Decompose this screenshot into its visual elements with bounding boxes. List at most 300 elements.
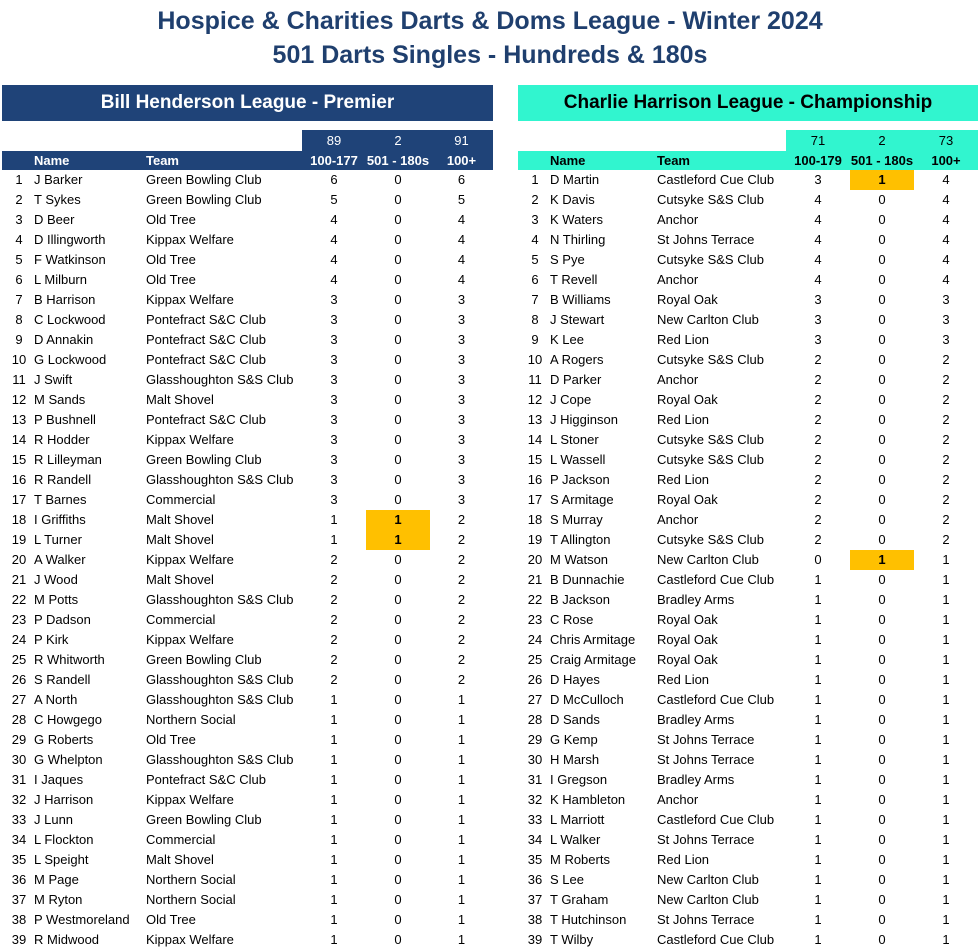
team-name: Bradley Arms	[657, 592, 735, 607]
team-name: Red Lion	[657, 672, 710, 687]
hundred-plus-count: 1	[942, 552, 950, 567]
team-name: Cutsyke S&S Club	[657, 452, 764, 467]
hundreds-count: 2	[814, 492, 822, 507]
rank-cell: 24	[527, 632, 543, 647]
player-name: R Lilleyman	[34, 452, 102, 467]
team-name: Commercial	[146, 832, 216, 847]
rank-cell: 10	[527, 352, 543, 367]
team-name: Malt Shovel	[146, 392, 214, 407]
rank-cell: 22	[527, 592, 543, 607]
one-eighty-count: 1	[366, 510, 430, 530]
hundred-plus-count: 3	[457, 432, 466, 447]
one-eighty-count: 0	[878, 492, 886, 507]
hundreds-count: 3	[814, 292, 822, 307]
team-name: Glasshoughton S&S Club	[146, 752, 294, 767]
table-row	[518, 370, 978, 390]
hundred-plus-count: 2	[942, 412, 950, 427]
player-name: R Whitworth	[34, 652, 105, 667]
hundred-plus-count: 1	[457, 832, 466, 847]
one-eighty-count: 0	[394, 312, 402, 327]
player-name: G Roberts	[34, 732, 94, 747]
team-name: Castleford Cue Club	[657, 932, 775, 947]
hundred-plus-count: 3	[457, 452, 466, 467]
hundred-plus-count: 4	[942, 172, 950, 187]
rank-cell: 11	[12, 372, 26, 387]
rank-cell: 32	[11, 792, 27, 807]
hundred-plus-count: 1	[457, 752, 466, 767]
player-name: J Wood	[34, 572, 78, 587]
header-180s: 501 - 180s	[366, 153, 430, 168]
rank-cell: 21	[527, 572, 543, 587]
team-name: Pontefract S&C Club	[146, 312, 266, 327]
hundred-plus-count: 2	[457, 652, 466, 667]
rank-cell: 3	[531, 212, 539, 227]
one-eighty-count: 0	[394, 852, 402, 867]
table-row	[518, 570, 978, 590]
player-name: D Hayes	[550, 672, 600, 687]
player-name: D Illingworth	[34, 232, 106, 247]
rank-cell: 16	[11, 472, 27, 487]
player-name: D Beer	[34, 212, 75, 227]
one-eighty-count: 0	[878, 352, 886, 367]
hundreds-count: 1	[330, 932, 338, 947]
hundred-plus-count: 2	[457, 632, 466, 647]
hundred-plus-count: 2	[942, 372, 950, 387]
player-name: B Williams	[550, 292, 611, 307]
one-eighty-count: 0	[394, 212, 402, 227]
hundreds-count: 2	[330, 672, 338, 687]
rank-cell: 10	[11, 352, 27, 367]
rank-cell: 7	[531, 292, 539, 307]
hundred-plus-count: 1	[457, 692, 466, 707]
team-name: Red Lion	[657, 332, 710, 347]
one-eighty-count: 0	[394, 732, 402, 747]
team-name: Commercial	[146, 612, 216, 627]
team-name: New Carlton Club	[657, 872, 759, 887]
hundred-plus-count: 1	[457, 892, 466, 907]
table-row	[518, 450, 978, 470]
table-row	[2, 270, 493, 290]
hundreds-count: 3	[330, 372, 338, 387]
player-name: N Thirling	[550, 232, 606, 247]
hundreds-count: 4	[330, 232, 338, 247]
rank-cell: 33	[527, 812, 543, 827]
hundred-plus-count: 2	[457, 612, 466, 627]
rank-cell: 34	[527, 832, 543, 847]
table-row	[518, 390, 978, 410]
one-eighty-count: 0	[394, 752, 402, 767]
table-row	[518, 490, 978, 510]
rank-cell: 12	[11, 392, 27, 407]
table-row	[518, 790, 978, 810]
one-eighty-count: 0	[878, 772, 886, 787]
rank-cell: 38	[527, 912, 543, 927]
rank-cell: 2	[15, 192, 23, 207]
one-eighty-count: 0	[878, 472, 886, 487]
hundred-plus-count: 4	[457, 272, 466, 287]
hundreds-count: 1	[330, 692, 338, 707]
player-name: Craig Armitage	[550, 652, 636, 667]
table-row	[2, 770, 493, 790]
team-name: Old Tree	[146, 912, 196, 927]
team-name: Northern Social	[146, 712, 236, 727]
team-name: Glasshoughton S&S Club	[146, 592, 294, 607]
hundred-plus-count: 1	[942, 892, 950, 907]
one-eighty-count: 0	[394, 772, 402, 787]
hundreds-count: 1	[330, 852, 338, 867]
one-eighty-count: 0	[878, 632, 886, 647]
hundred-plus-count: 1	[942, 732, 950, 747]
one-eighty-count: 0	[394, 492, 402, 507]
one-eighty-count: 0	[394, 592, 402, 607]
table-row	[2, 430, 493, 450]
hundreds-count: 1	[330, 752, 338, 767]
hundred-plus-count: 2	[942, 512, 950, 527]
hundred-plus-count: 1	[457, 772, 466, 787]
one-eighty-count: 0	[878, 432, 886, 447]
rank-cell: 25	[527, 652, 543, 667]
player-name: T Revell	[550, 272, 598, 287]
rank-cell: 18	[527, 512, 543, 527]
team-name: Green Bowling Club	[146, 192, 262, 207]
table-row	[2, 390, 493, 410]
table-row	[2, 210, 493, 230]
player-name: L Marriott	[550, 812, 605, 827]
hundred-plus-count: 3	[942, 312, 950, 327]
hundreds-count: 2	[330, 572, 338, 587]
table-row	[518, 850, 978, 870]
hundreds-count: 1	[814, 572, 822, 587]
hundred-plus-count: 4	[457, 232, 466, 247]
team-name: Anchor	[657, 272, 699, 287]
player-name: L Speight	[34, 852, 89, 867]
rank-cell: 5	[15, 252, 23, 267]
hundred-plus-count: 1	[457, 932, 466, 947]
hundreds-count: 3	[814, 172, 822, 187]
table-row	[518, 750, 978, 770]
rank-cell: 27	[527, 692, 543, 707]
hundreds-count: 1	[330, 812, 338, 827]
total-180s: 2	[850, 130, 914, 151]
rank-cell: 19	[527, 532, 543, 547]
rank-cell: 38	[11, 912, 27, 927]
totals-row	[2, 130, 493, 151]
table-row	[518, 190, 978, 210]
team-name: Commercial	[146, 492, 216, 507]
hundreds-count: 1	[814, 912, 822, 927]
hundred-plus-count: 2	[942, 492, 950, 507]
player-name: R Randell	[34, 472, 92, 487]
hundred-plus-count: 1	[942, 652, 950, 667]
player-name: M Watson	[550, 552, 609, 567]
one-eighty-count: 0	[394, 352, 402, 367]
hundred-plus-count: 3	[457, 312, 466, 327]
totals-row	[518, 130, 978, 151]
team-name: Malt Shovel	[146, 532, 214, 547]
team-name: Anchor	[657, 372, 699, 387]
hundred-plus-count: 1	[457, 712, 466, 727]
team-name: Green Bowling Club	[146, 652, 262, 667]
table-row	[518, 890, 978, 910]
hundreds-count: 2	[814, 472, 822, 487]
one-eighty-count: 0	[878, 392, 886, 407]
one-eighty-count: 0	[878, 192, 886, 207]
rank-cell: 28	[527, 712, 543, 727]
player-name: S Armitage	[550, 492, 614, 507]
table-row	[518, 930, 978, 950]
championship-league-title: Charlie Harrison League - Championship	[518, 85, 978, 121]
one-eighty-count: 0	[394, 332, 402, 347]
hundreds-count: 1	[814, 712, 822, 727]
rank-cell: 8	[15, 312, 23, 327]
rank-cell: 9	[531, 332, 539, 347]
player-name: P Bushnell	[34, 412, 96, 427]
one-eighty-count: 0	[878, 892, 886, 907]
rank-cell: 15	[11, 452, 27, 467]
hundreds-count: 2	[814, 452, 822, 467]
hundred-plus-count: 1	[942, 912, 950, 927]
player-name: J Barker	[34, 172, 83, 187]
header-100-177: 100-177	[310, 153, 358, 168]
one-eighty-count: 0	[878, 372, 886, 387]
player-name: G Whelpton	[34, 752, 103, 767]
header-name: Name	[550, 153, 586, 168]
hundred-plus-count: 1	[942, 852, 950, 867]
hundreds-count: 3	[330, 492, 338, 507]
table-row	[2, 350, 493, 370]
one-eighty-count: 0	[394, 612, 402, 627]
rank-cell: 14	[11, 432, 27, 447]
player-name: J Cope	[550, 392, 592, 407]
hundreds-count: 3	[814, 312, 822, 327]
one-eighty-count: 0	[878, 932, 886, 947]
table-row	[2, 470, 493, 490]
rank-cell: 6	[531, 272, 539, 287]
player-name: K Davis	[550, 192, 595, 207]
team-name: Northern Social	[146, 872, 236, 887]
header-180s: 501 - 180s	[850, 153, 914, 168]
hundred-plus-count: 1	[942, 612, 950, 627]
rank-cell: 6	[15, 272, 23, 287]
player-name: T Wilby	[550, 932, 594, 947]
hundred-plus-count: 1	[942, 932, 950, 947]
page-subtitle: 501 Darts Singles - Hundreds & 180s	[272, 41, 708, 69]
table-row	[518, 350, 978, 370]
team-name: Pontefract S&C Club	[146, 772, 266, 787]
rank-cell: 37	[11, 892, 27, 907]
one-eighty-count: 1	[850, 170, 914, 190]
hundred-plus-count: 2	[457, 552, 466, 567]
one-eighty-count: 0	[394, 252, 402, 267]
hundred-plus-count: 1	[457, 852, 466, 867]
player-name: L Turner	[34, 532, 82, 547]
one-eighty-count: 0	[878, 852, 886, 867]
player-name: D Parker	[550, 372, 602, 387]
hundreds-count: 2	[814, 352, 822, 367]
table-row	[2, 650, 493, 670]
total-100-177: 89	[302, 130, 366, 151]
hundreds-count: 3	[330, 432, 338, 447]
table-row	[518, 830, 978, 850]
hundreds-count: 1	[330, 512, 338, 527]
team-name: Malt Shovel	[146, 512, 214, 527]
one-eighty-count: 0	[878, 592, 886, 607]
table-row	[518, 210, 978, 230]
hundred-plus-count: 3	[457, 392, 466, 407]
table-row	[2, 310, 493, 330]
rank-cell: 36	[11, 872, 27, 887]
rank-cell: 2	[531, 192, 539, 207]
hundred-plus-count: 3	[457, 412, 466, 427]
hundreds-count: 4	[814, 272, 822, 287]
hundreds-count: 2	[814, 512, 822, 527]
total-100-179: 71	[786, 130, 850, 151]
table-row	[518, 250, 978, 270]
team-name: Pontefract S&C Club	[146, 332, 266, 347]
rank-cell: 39	[527, 932, 543, 947]
one-eighty-count: 0	[394, 472, 402, 487]
rank-cell: 30	[11, 752, 27, 767]
table-row	[518, 670, 978, 690]
hundreds-count: 0	[814, 552, 822, 567]
hundred-plus-count: 2	[457, 592, 466, 607]
player-name: C Rose	[550, 612, 594, 627]
team-name: Royal Oak	[657, 492, 718, 507]
hundreds-count: 2	[814, 372, 822, 387]
player-name: J Harrison	[34, 792, 94, 807]
player-name: L Milburn	[34, 272, 87, 287]
rank-cell: 18	[11, 512, 27, 527]
hundreds-count: 1	[814, 812, 822, 827]
hundred-plus-count: 5	[457, 192, 466, 207]
hundreds-count: 1	[814, 692, 822, 707]
rank-cell: 13	[527, 412, 543, 427]
hundred-plus-count: 1	[457, 872, 466, 887]
one-eighty-count: 0	[878, 512, 886, 527]
player-name: T Graham	[550, 892, 609, 907]
column-header-row	[2, 151, 493, 170]
hundreds-count: 2	[330, 552, 338, 567]
rank-cell: 39	[11, 932, 27, 947]
table-row	[518, 870, 978, 890]
one-eighty-count: 0	[878, 332, 886, 347]
one-eighty-count: 0	[394, 572, 402, 587]
total-180s: 2	[366, 130, 430, 151]
player-name: C Lockwood	[34, 312, 106, 327]
player-name: A Walker	[34, 552, 86, 567]
table-row	[518, 910, 978, 930]
rank-cell: 8	[531, 312, 539, 327]
hundreds-count: 3	[330, 332, 338, 347]
team-name: New Carlton Club	[657, 892, 759, 907]
one-eighty-count: 0	[394, 392, 402, 407]
table-row	[2, 370, 493, 390]
hundreds-count: 2	[330, 652, 338, 667]
team-name: St Johns Terrace	[657, 752, 755, 767]
one-eighty-count: 1	[366, 530, 430, 550]
table-row	[2, 250, 493, 270]
hundred-plus-count: 3	[457, 332, 466, 347]
player-name: S Randell	[34, 672, 91, 687]
player-name: P Kirk	[34, 632, 69, 647]
team-name: Kippax Welfare	[146, 932, 234, 947]
hundred-plus-count: 1	[942, 872, 950, 887]
hundreds-count: 2	[814, 412, 822, 427]
rank-cell: 4	[531, 232, 539, 247]
table-row	[2, 510, 493, 530]
hundred-plus-count: 2	[942, 532, 950, 547]
hundred-plus-count: 1	[457, 812, 466, 827]
table-row	[518, 710, 978, 730]
player-name: F Watkinson	[34, 252, 106, 267]
team-name: Castleford Cue Club	[657, 812, 775, 827]
rank-cell: 35	[527, 852, 543, 867]
one-eighty-count: 0	[878, 672, 886, 687]
team-name: Anchor	[657, 212, 699, 227]
hundreds-count: 1	[330, 912, 338, 927]
hundred-plus-count: 4	[942, 252, 950, 267]
hundreds-count: 4	[330, 212, 338, 227]
team-name: Glasshoughton S&S Club	[146, 472, 294, 487]
hundred-plus-count: 1	[942, 772, 950, 787]
team-name: Glasshoughton S&S Club	[146, 692, 294, 707]
hundreds-count: 3	[330, 292, 338, 307]
hundreds-count: 1	[814, 792, 822, 807]
one-eighty-count: 0	[878, 832, 886, 847]
one-eighty-count: 0	[878, 812, 886, 827]
one-eighty-count: 0	[394, 712, 402, 727]
hundred-plus-count: 1	[942, 672, 950, 687]
championship-league-table	[518, 85, 978, 950]
table-row	[518, 510, 978, 530]
premier-league-title: Bill Henderson League - Premier	[2, 85, 493, 121]
hundreds-count: 5	[330, 192, 338, 207]
rank-cell: 32	[527, 792, 543, 807]
team-name: Northern Social	[146, 892, 236, 907]
player-name: D McCulloch	[550, 692, 624, 707]
hundred-plus-count: 6	[457, 172, 466, 187]
player-name: S Pye	[550, 252, 585, 267]
hundreds-count: 1	[814, 612, 822, 627]
hundred-plus-count: 1	[942, 692, 950, 707]
table-row	[518, 590, 978, 610]
player-name: T Sykes	[34, 192, 81, 207]
table-row	[518, 410, 978, 430]
rank-cell: 17	[527, 492, 543, 507]
one-eighty-count: 0	[878, 272, 886, 287]
hundred-plus-count: 3	[457, 492, 466, 507]
player-name: B Jackson	[550, 592, 610, 607]
table-row	[2, 590, 493, 610]
rank-cell: 17	[11, 492, 27, 507]
player-name: D Annakin	[34, 332, 94, 347]
hundred-plus-count: 3	[942, 332, 950, 347]
hundreds-count: 1	[814, 732, 822, 747]
hundreds-count: 1	[330, 832, 338, 847]
team-name: Anchor	[657, 792, 699, 807]
hundreds-count: 1	[330, 712, 338, 727]
table-row	[2, 830, 493, 850]
one-eighty-count: 0	[878, 692, 886, 707]
hundreds-count: 3	[330, 312, 338, 327]
team-name: St Johns Terrace	[657, 912, 755, 927]
player-name: B Harrison	[34, 292, 96, 307]
table-row	[518, 530, 978, 550]
rank-cell: 23	[527, 612, 543, 627]
rank-cell: 25	[11, 652, 27, 667]
team-name: St Johns Terrace	[657, 832, 755, 847]
one-eighty-count: 0	[394, 452, 402, 467]
